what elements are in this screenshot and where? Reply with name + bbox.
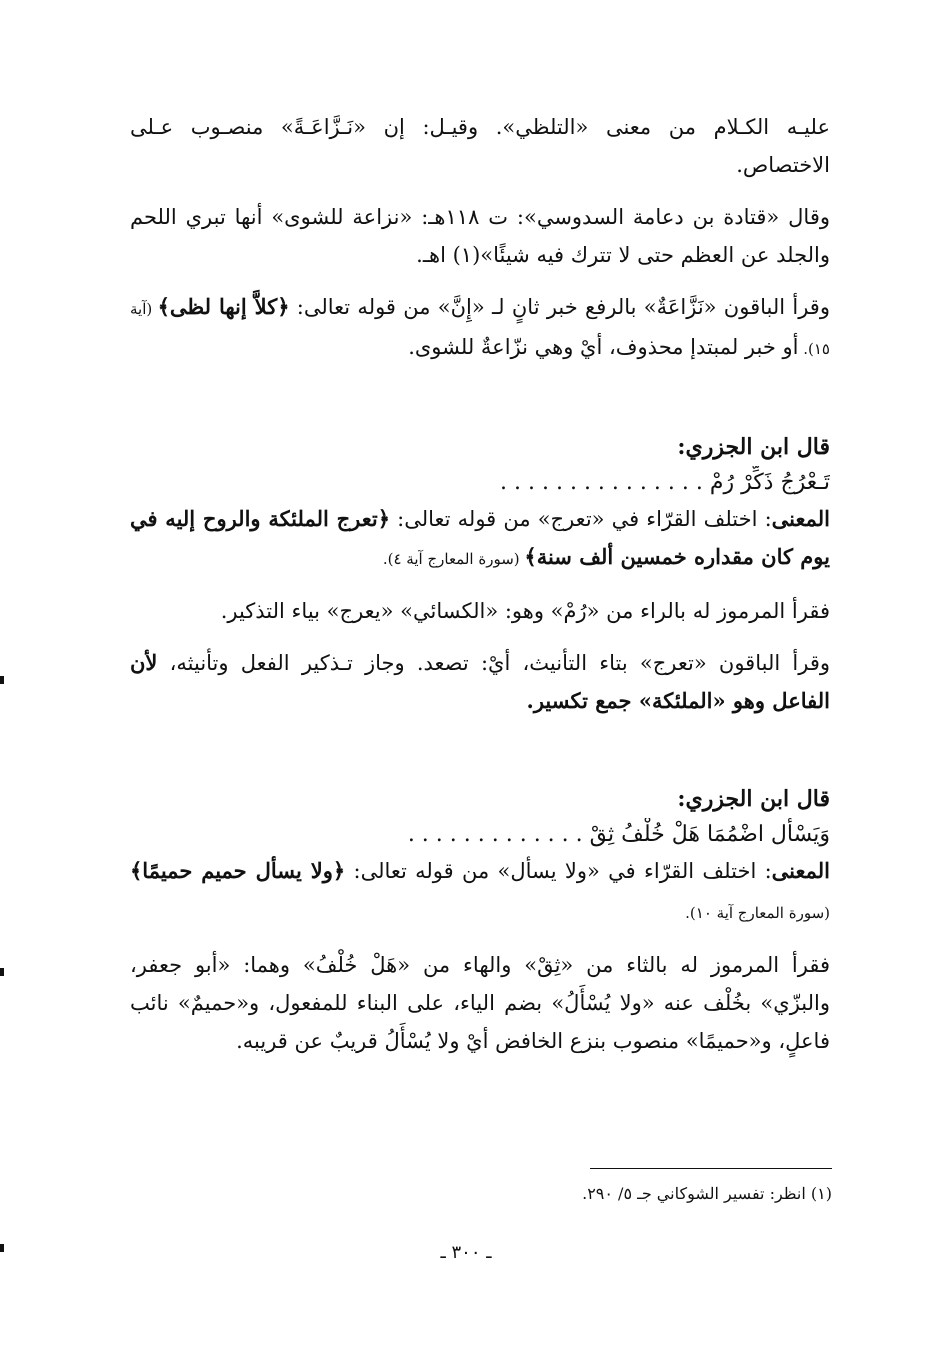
paragraph-3-text: وقرأ الباقون «نَزَّاعَةٌ» بالرفع خبر ثانٍ لـ «إِنَّ» من قوله تعالى:: [289, 295, 830, 319]
verse-reference: (سورة المعارج آية ٤).: [382, 550, 525, 568]
section-2-heading: قال ابن الجزري:: [677, 786, 830, 812]
scan-edge-mark: [0, 968, 4, 976]
maana-label: المعنى: [771, 858, 831, 883]
section-1-verse: تَـعْرُجُ ذَكِّرْ رُمْ . . . . . . . . . . . . . . .: [500, 470, 830, 495]
section-2-paragraph-a: فقرأ المرموز له بالثاء من «ثِقْ» والهاء من «هَلْ خُلْفُ» وهما: «أبو جعفر، والبزّي» بخُلْف عنه «ولا يُسْأَلُ» بضم الياء، على البناء للمفعول، و«حميمٌ» نائب فاعلٍ، و«حميمًا» منصوب بنزع الخافض أيْ ولا يُسْأَلُ قريبٌ عن قريبه.: [130, 953, 830, 1053]
quran-quote: ﴿ولا يسأل حميم حميمًا﴾: [130, 858, 346, 883]
section-1-paragraph-b: [130, 644, 830, 720]
paragraph-2: وقال «قتادة بن دعامة السدوسي»: ت ١١٨هـ: «نزاعة للشوى» أنها تبري اللحم والجلد عن العظم حتى لا تترك فيه شيئًا»(١) اهـ.: [130, 205, 830, 267]
page-number: ـ ٣٠٠ ـ: [440, 1242, 492, 1263]
paragraph-3-end: أو خبر لمبتدإ محذوف، أيْ وهي نزّاعةٌ للشوى.: [408, 335, 799, 359]
verse-reference: (آية ١٥).: [130, 300, 830, 358]
section-2-maana: [130, 852, 830, 932]
quran-quote: ﴿تعرج الملئكة والروح إليه في يوم كان مقداره خمسين ألف سنة﴾: [130, 506, 830, 569]
footnote-divider: [590, 1168, 832, 1169]
paragraph-3: [130, 288, 830, 368]
section-1-maana: [130, 500, 830, 578]
quran-quote: ﴿كلاَّ إنها لظى﴾: [157, 294, 290, 319]
paragraph-1: عليـه الكـلام من معنى «التلظي». وقيـل: إن «نَـزَّاعَـةً» منصـوب عـلى الاختصاص.: [130, 115, 830, 177]
page-body: [130, 108, 830, 1074]
section-1-paragraph-b-text: وقرأ الباقون «تعرج» بتاء التأنيث، أيْ: تصعد. وجاز تـذكير الفعل وتأنيثه،: [157, 651, 830, 675]
section-2-verse: وَيَسْأَل اضْمُمَا هَلْ خُلْفُ ثِقْ . . . . . . . . . . . . .: [407, 822, 830, 847]
scan-edge-mark: [0, 1244, 4, 1252]
section-1-paragraph-b-bold: لأن الفاعل وهو «الملئكة» جمع تكسير.: [130, 650, 830, 713]
maana-text: : اختلف القرّاء في «ولا يسأل» من قوله تعالى:: [345, 859, 772, 883]
scan-edge-mark: [0, 676, 4, 684]
maana-label: المعنى: [771, 506, 831, 531]
verse-reference: (سورة المعارج آية ١٠).: [685, 904, 830, 922]
maana-text: : اختلف القرّاء في «تعرج» من قوله تعالى:: [390, 507, 772, 531]
section-1-paragraph-a: فقرأ المرموز له بالراء من «رُمْ» وهو: «الكسائي» «يعرج» بياء التذكير.: [220, 599, 830, 623]
footnote: (١) انظر: تفسير الشوكاني جـ ٥/ ٢٩٠.: [582, 1184, 832, 1203]
section-1-heading: قال ابن الجزري:: [677, 434, 830, 460]
